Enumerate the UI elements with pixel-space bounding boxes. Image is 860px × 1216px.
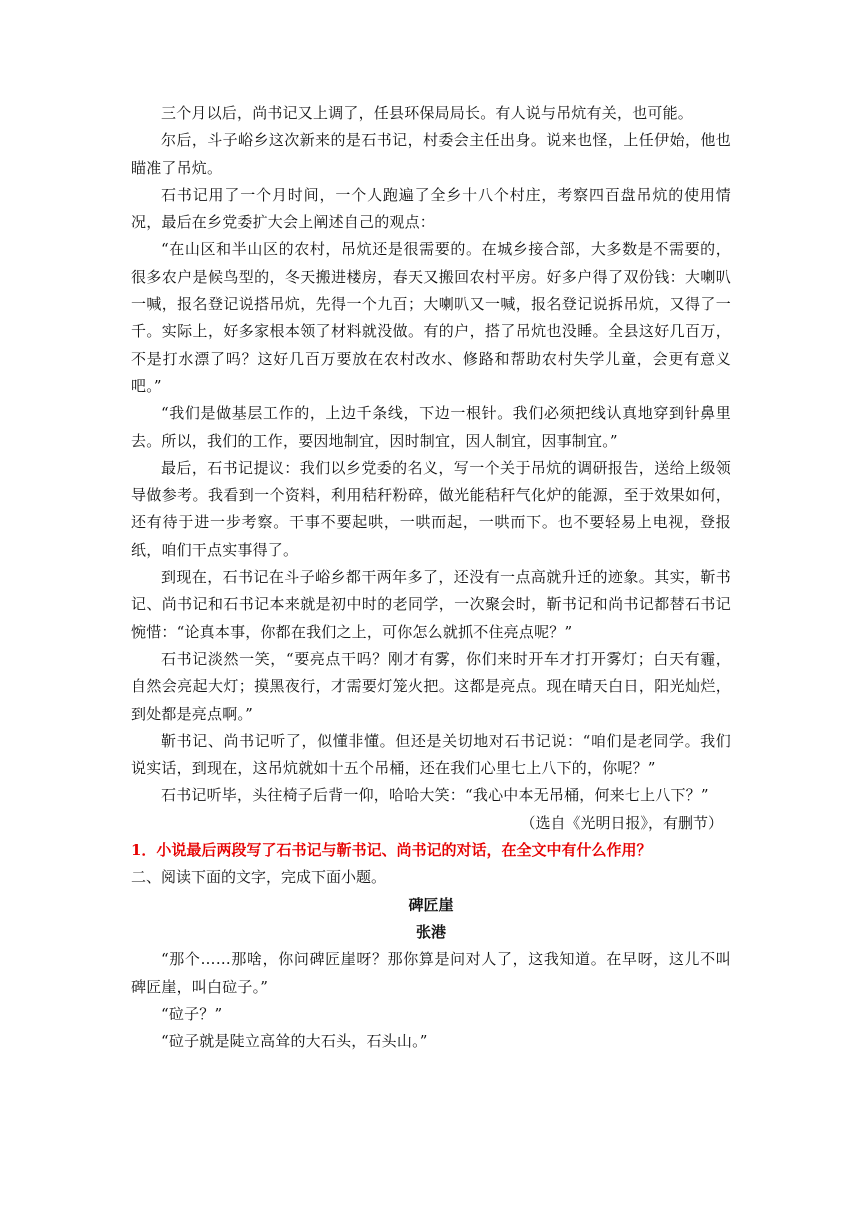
document-page bbox=[131, 100, 731, 1055]
paragraph: 石书记淡然一笑，“要亮点干吗？刚才有雾，你们来时开车才打开雾灯；白天有霾，自然会亮起大灯；摸黑夜行，才需要灯笼火把。这都是亮点。现在晴天白日，阳光灿烂，到处都是亮点啊。” bbox=[131, 649, 731, 723]
paragraph: 尔后，斗子峪乡这次新来的是石书记，村委会主任出身。说来也怪，上任伊始，他也瞄准了吊炕。 bbox=[131, 131, 731, 177]
source-citation: （选自《光明日报》，有删节） bbox=[520, 813, 723, 832]
paragraph: 三个月以后，尚书记又上调了，任县环保局局长。有人说与吊炕有关，也可能。 bbox=[161, 104, 694, 122]
paragraph: “砬子就是陡立高耸的大石头，石头山。” bbox=[161, 1032, 428, 1051]
story-author: 张港 bbox=[415, 922, 446, 941]
paragraph: “我们是做基层工作的，上边千条线，下边一根针。我们必须把线认真地穿到针鼻里去。所以，我们的工作，要因地制宜，因时制宜，因人制宜，因事制宜。” bbox=[131, 404, 731, 450]
paragraph: “那个……那啥，你问碑匠崖呀？那你算是问对人了，这我知道。在早呀，这儿不叫碑匠崖，叫白砬子。” bbox=[131, 950, 731, 996]
paragraph: 石书记听毕，头往椅子后背一仰，哈哈大笑：“我心中本无吊桶，何来七上八下？” bbox=[161, 786, 709, 805]
paragraph: “在山区和半山区的农村，吊炕还是很需要的。在城乡接合部，大多数是不需要的，很多农户是候鸟型的，冬天搬进楼房，春天又搬回农村平房。好多户得了双份钱：大喇叭一喊，报名登记说搭吊炕，先得一个九百；大喇叭又一喊，报名登记说拆吊炕，又得了一千。实际上，好多家根本领了材料就没做。有的户，搭了吊炕也没睡。全县这好几百万，不是打水漂了吗？这好几百万要放在农村改水、修路和帮助农村失学儿童，会更有意义吧。” bbox=[131, 240, 731, 395]
paragraph: “砬子？” bbox=[161, 1004, 223, 1023]
question: 1．小说最后两段写了石书记与靳书记、尚书记的对话，在全文中有什么作用？ bbox=[131, 841, 652, 860]
section-heading: 二、阅读下面的文字，完成下面小题。 bbox=[131, 868, 387, 887]
paragraph: 最后，石书记提议：我们以乡党委的名义，写一个关于吊炕的调研报告，送给上级领导做参考。我看到一个资料，利用秸秆粉碎，做光能秸秆气化炉的能源，至于效果如何，还有待于进一步考察。干事不要起哄，一哄而起，一哄而下。也不要轻易上电视，登报纸，咱们干点实事得了。 bbox=[131, 458, 731, 559]
paragraph: 石书记用了一个月时间，一个人跑遍了全乡十八个村庄，考察四百盘吊炕的使用情况，最后在乡党委扩大会上阐述自己的观点： bbox=[131, 185, 731, 232]
paragraph: 到现在，石书记在斗子峪乡都干两年多了，还没有一点高就升迁的迹象。其实，靳书记、尚书记和石书记本来就是初中时的老同学，一次聚会时，靳书记和尚书记都替石书记惋惜：“论真本事，你都在我们之上，可你怎么就抓不住亮点呢？” bbox=[131, 568, 731, 641]
story-title: 碑匠崖 bbox=[408, 895, 454, 914]
paragraph: 靳书记、尚书记听了，似懂非懂。但还是关切地对石书记说：“咱们是老同学。我们说实话，到现在，这吊炕就如十五个吊桶，还在我们心里七上八下的，你呢？” bbox=[131, 731, 731, 778]
